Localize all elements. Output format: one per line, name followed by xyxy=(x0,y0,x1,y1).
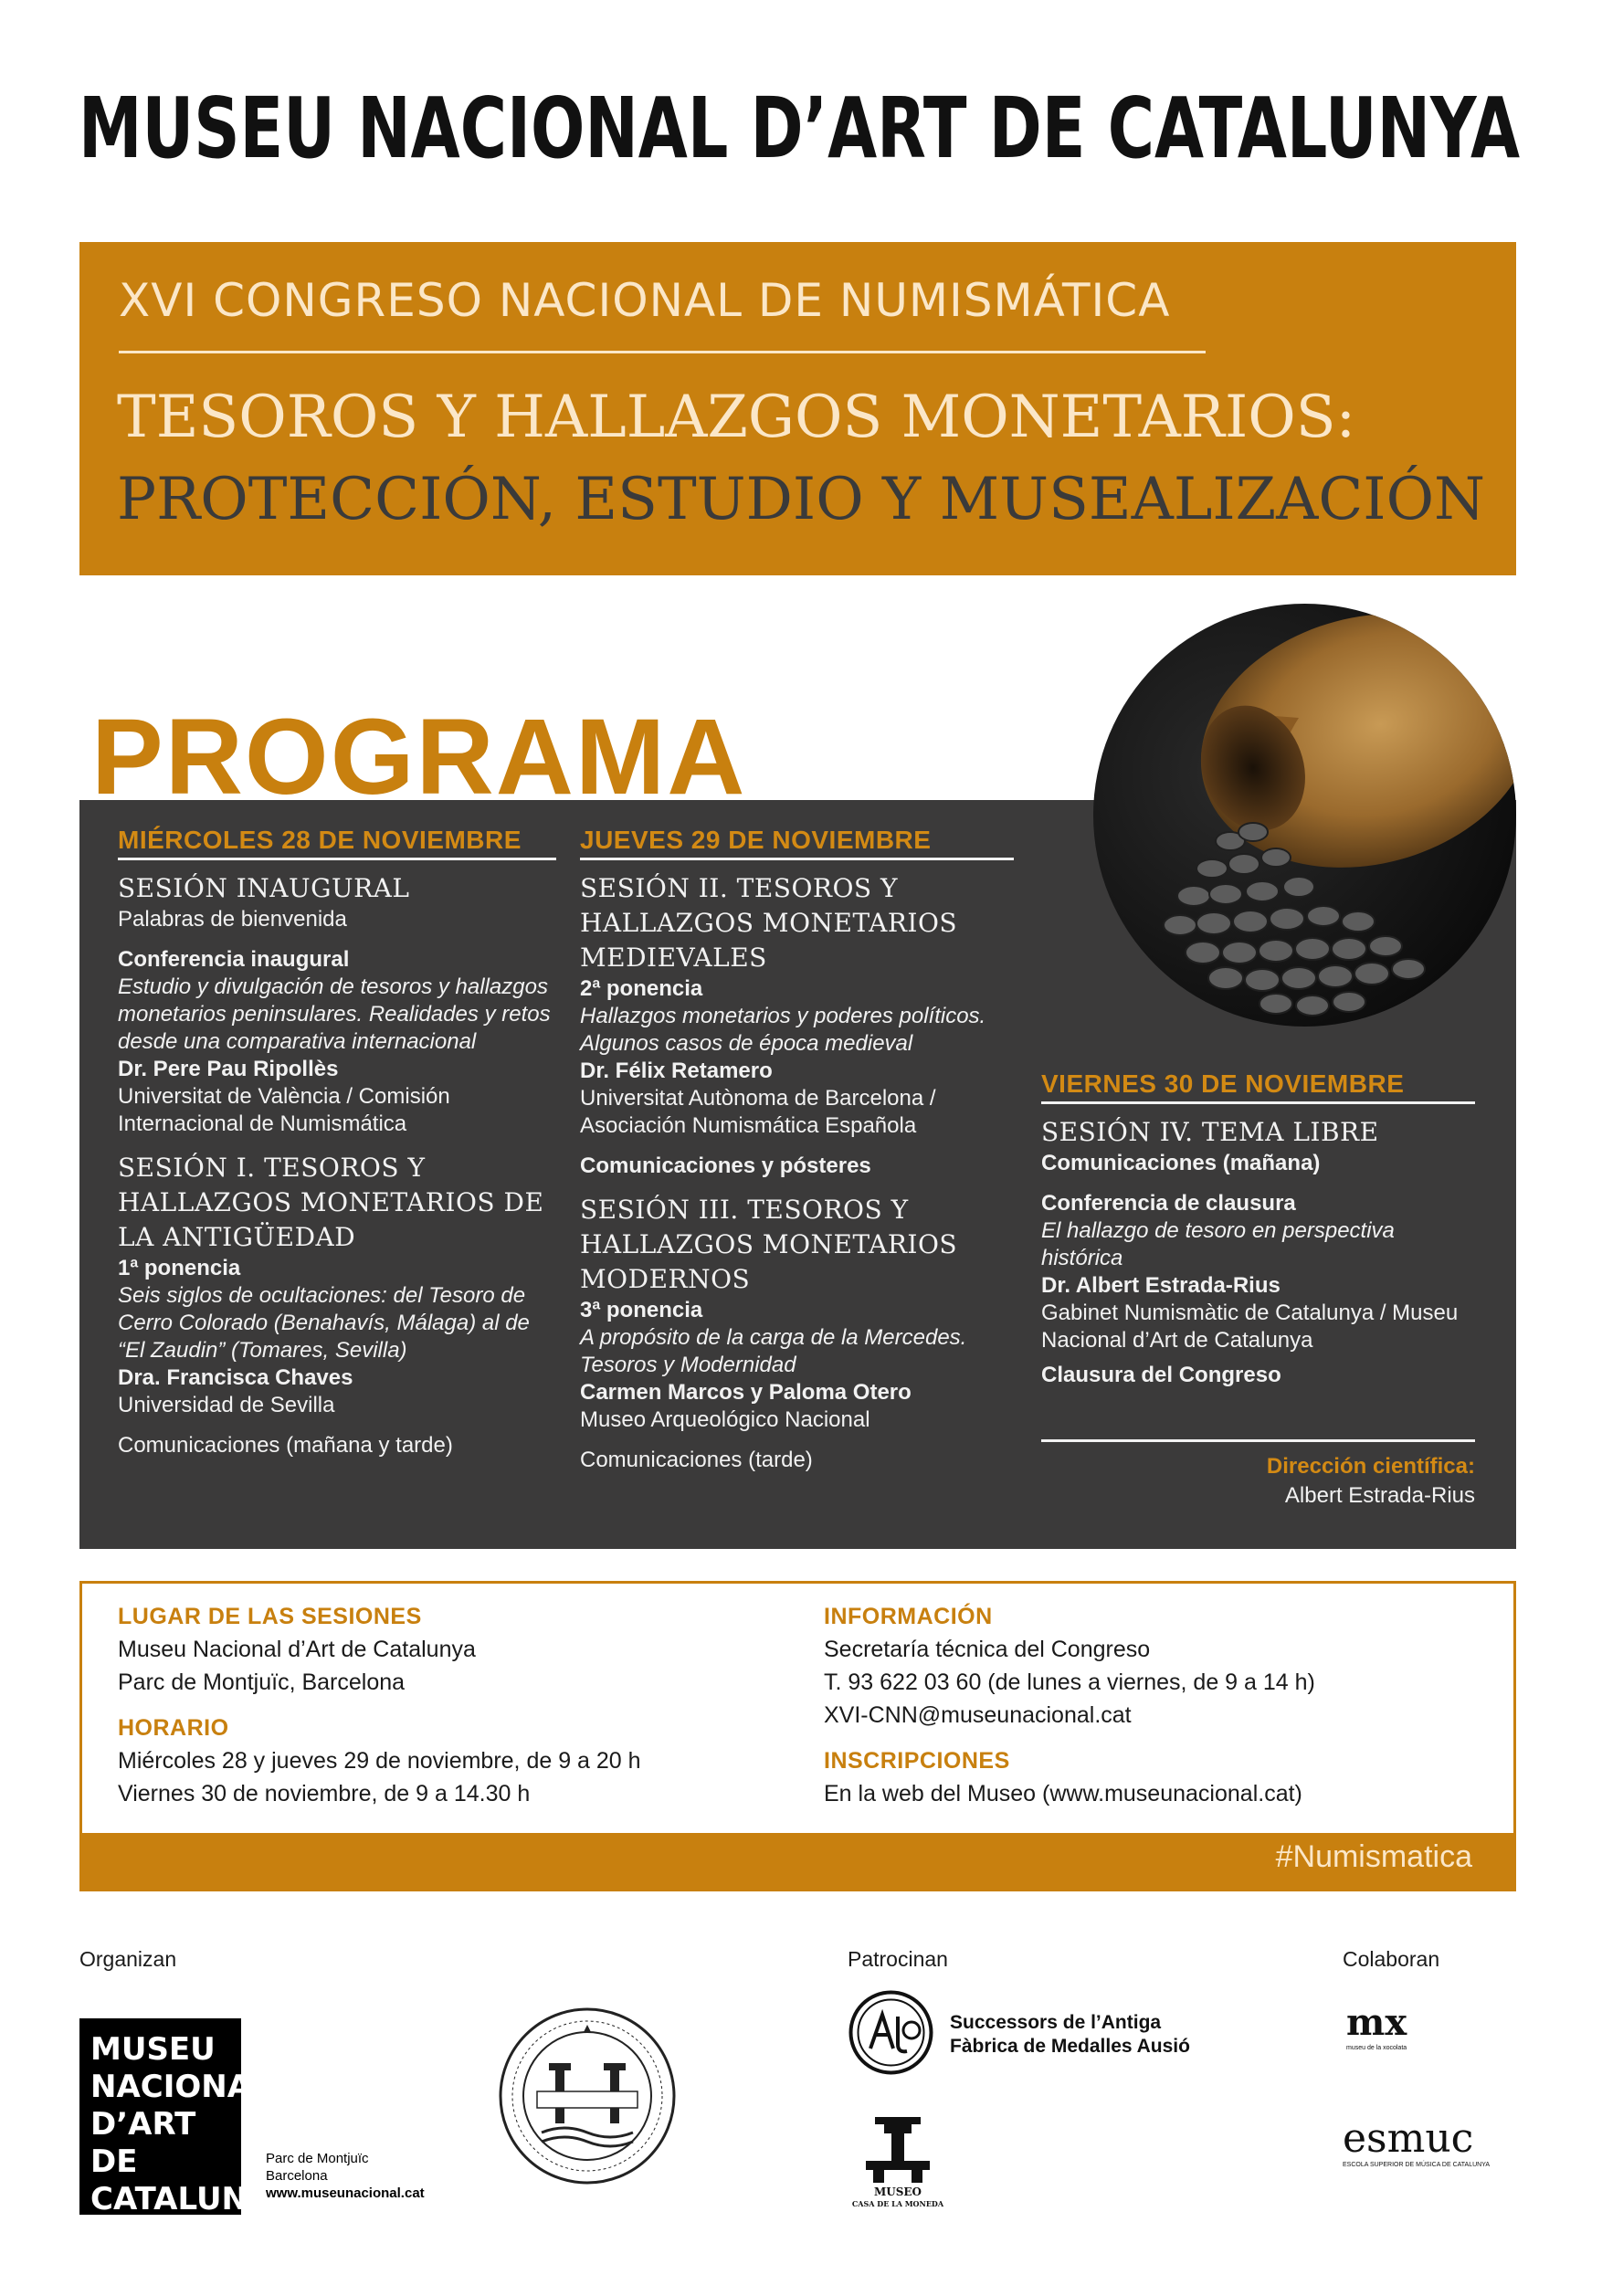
mnac-logo-line1: MUSEU xyxy=(90,2031,216,2068)
svg-text:MUSEU NACIONAL D’ART DE CATALU: MUSEU NACIONAL D’ART DE CATALUNYA xyxy=(79,79,1520,175)
inaugural-conference-label: Conferencia inaugural xyxy=(118,947,350,972)
day3-column xyxy=(1041,1070,1475,1389)
numismatic-society-seal-icon xyxy=(496,2005,679,2187)
information-line1: Secretaría técnica del Congreso xyxy=(824,1637,1151,1662)
mnac-address-line1: Parc de Montjuïc xyxy=(266,2151,369,2166)
svg-text:museu de la xocolata: museu de la xocolata xyxy=(1346,2045,1407,2051)
speaker-chaves: Dra. Francisca Chaves xyxy=(118,1365,353,1390)
direction-divider xyxy=(1041,1439,1475,1442)
ponencia2-title: Hallazgos monetarios y poderes políticos. Algunos casos de época medieval xyxy=(580,1004,986,1056)
mnac-logo-line2: NACIONAL xyxy=(90,2069,271,2105)
ponencia3-title: A propósito de la carga de la Mercedes. Tesoros y Modernidad xyxy=(580,1325,967,1377)
venue-line1: Museu Nacional d’Art de Catalunya xyxy=(118,1637,476,1662)
session3-title: SESIÓN III. TESOROS Y HALLAZGOS MONETARIOS MODERNOS xyxy=(580,1195,958,1294)
day2-communications: Comunicaciones (tarde) xyxy=(580,1448,813,1472)
information-heading: INFORMACIÓN xyxy=(824,1604,993,1629)
mnac-address-line2: Barcelona xyxy=(266,2168,328,2184)
session1-title: SESIÓN I. TESOROS Y HALLAZGOS MONETARIOS DE LA ANTIGÜEDAD xyxy=(118,1153,544,1252)
programa-heading: PROGRAMA xyxy=(91,697,747,817)
mx-logo xyxy=(1343,2000,1425,2055)
svg-text:MUSEO: MUSEO xyxy=(873,2185,922,2198)
schedule-heading: HORARIO xyxy=(118,1715,229,1741)
information-email[interactable]: XVI-CNN@museunacional.cat xyxy=(824,1702,1132,1728)
speaker-estrada-rius: Dr. Albert Estrada-Rius xyxy=(1041,1273,1281,1298)
schedule-line2: Viernes 30 de noviembre, de 9 a 14.30 h xyxy=(118,1781,531,1806)
svg-text:mx: mx xyxy=(1346,2001,1407,2044)
closing-conference-title: El hallazgo de tesoro en perspectiva histórica xyxy=(1041,1218,1395,1270)
day2-column xyxy=(580,827,1014,1474)
day3-communications: Comunicaciones (mañana) xyxy=(1041,1151,1321,1175)
esmuc-logo xyxy=(1343,2117,1516,2172)
day3-title: VIERNES 30 DE NOVIEMBRE xyxy=(1041,1069,1405,1098)
day1-column xyxy=(118,827,556,1459)
congress-subtitle-line2: PROTECCIÓN, ESTUDIO Y MUSEALIZACIÓN xyxy=(117,466,1486,533)
speaker-ripolles: Dr. Pere Pau Ripollès xyxy=(118,1057,339,1081)
welcome-text: Palabras de bienvenida xyxy=(118,907,347,932)
inaugural-conference-title: Estudio y divulgación de tesoros y hallazgos monetarios peninsulares. Realidades y retos desde una comparativa internacional xyxy=(118,974,551,1054)
info-left xyxy=(118,1600,757,1810)
jar-coins-image xyxy=(1093,604,1516,1027)
sponsors-label: Patrocinan xyxy=(848,1947,948,1971)
scientific-direction-label: Dirección científica: xyxy=(1266,1454,1475,1479)
speaker-marcos-otero: Carmen Marcos y Paloma Otero xyxy=(580,1380,912,1405)
registration-heading: INSCRIPCIONES xyxy=(824,1748,1010,1774)
day1-communications: Comunicaciones (mañana y tarde) xyxy=(118,1433,453,1458)
mnac-logo-line4: CATALUNYA xyxy=(90,2181,291,2217)
scientific-direction-name: Albert Estrada-Rius xyxy=(1284,1483,1475,1508)
svg-text:ESCOLA SUPERIOR DE MÚSICA DE C: ESCOLA SUPERIOR DE MÚSICA DE CATALUNYA xyxy=(1343,2162,1491,2168)
ausio-name-line1: Successors de l’Antiga xyxy=(950,2012,1162,2033)
casa-de-la-moneda-logo-icon xyxy=(848,2110,948,2210)
ponencia1-label: 1ª ponencia xyxy=(118,1256,241,1280)
ponencia1-title: Seis siglos de ocultaciones: del Tesoro de Cerro Colorado (Benahavís, Málaga) al de “El Zaudin” (Tomares, Sevilla) xyxy=(118,1283,530,1363)
collaborators-label: Colaboran xyxy=(1343,1947,1440,1971)
ausio-name-line2: Fàbrica de Medalles Ausió xyxy=(950,2036,1190,2057)
closing-ceremony: Clausura del Congreso xyxy=(1041,1363,1281,1387)
venue-line2: Parc de Montjuïc, Barcelona xyxy=(118,1669,406,1695)
session-inaugural-title: SESIÓN INAUGURAL xyxy=(118,873,410,903)
mnac-website[interactable]: www.museunacional.cat xyxy=(266,2185,425,2201)
congress-subtitle-line1: TESOROS Y HALLAZGOS MONETARIOS: xyxy=(117,384,1356,451)
affiliation-man: Museo Arqueológico Nacional xyxy=(580,1407,870,1432)
session2-title: SESIÓN II. TESOROS Y HALLAZGOS MONETARIOS MEDIEVALES xyxy=(580,873,958,973)
day2-title: JUEVES 29 DE NOVIEMBRE xyxy=(580,826,932,854)
day2-communications-posters: Comunicaciones y pósteres xyxy=(580,1153,871,1178)
congress-title: XVI CONGRESO NACIONAL DE NUMISMÁTICA xyxy=(119,274,1171,327)
closing-conference-label: Conferencia de clausura xyxy=(1041,1191,1296,1216)
ponencia3-label: 3ª ponencia xyxy=(580,1298,703,1322)
museum-title xyxy=(79,66,1522,175)
organizers-label: Organizan xyxy=(79,1947,177,1971)
scientific-direction xyxy=(1041,1452,1475,1511)
schedule-line1: Miércoles 28 y jueves 29 de noviembre, de 9 a 20 h xyxy=(118,1748,641,1774)
header-divider xyxy=(119,351,1206,353)
day1-divider xyxy=(118,858,556,860)
affiliation-retamero: Universitat Autònoma de Barcelona / Asociación Numismática Española xyxy=(580,1086,936,1138)
ausio-name xyxy=(950,2011,1190,2059)
speaker-retamero: Dr. Félix Retamero xyxy=(580,1058,773,1083)
day2-divider xyxy=(580,858,1014,860)
info-right xyxy=(824,1600,1481,1810)
ponencia2-label: 2ª ponencia xyxy=(580,976,703,1001)
day1-title: MIÉRCOLES 28 DE NOVIEMBRE xyxy=(118,826,522,854)
mnac-logo xyxy=(79,2018,291,2217)
information-phone: T. 93 622 03 60 (de lunes a viernes, de 9 a 14 h) xyxy=(824,1669,1315,1695)
day3-divider xyxy=(1041,1101,1475,1104)
venue-heading: LUGAR DE LAS SESIONES xyxy=(118,1604,422,1629)
hashtag: #Numismatica xyxy=(1275,1839,1472,1874)
ausio-logo-icon xyxy=(848,1989,934,2076)
affiliation-estrada-rius: Gabinet Numismàtic de Catalunya / Museu Nacional d’Art de Catalunya xyxy=(1041,1301,1459,1353)
mnac-address xyxy=(266,2150,425,2202)
svg-text:esmuc: esmuc xyxy=(1343,2117,1474,2162)
session4-title: SESIÓN IV. TEMA LIBRE xyxy=(1041,1117,1379,1147)
affiliation-chaves: Universidad de Sevilla xyxy=(118,1393,335,1417)
registration-text[interactable]: En la web del Museo (www.museunacional.cat) xyxy=(824,1781,1302,1806)
affiliation-ripolles: Universitat de València / Comisión Internacional de Numismática xyxy=(118,1084,450,1136)
svg-text:CASA DE LA MONEDA: CASA DE LA MONEDA xyxy=(851,2199,944,2208)
mnac-logo-line3: D’ART DE xyxy=(90,2106,196,2180)
